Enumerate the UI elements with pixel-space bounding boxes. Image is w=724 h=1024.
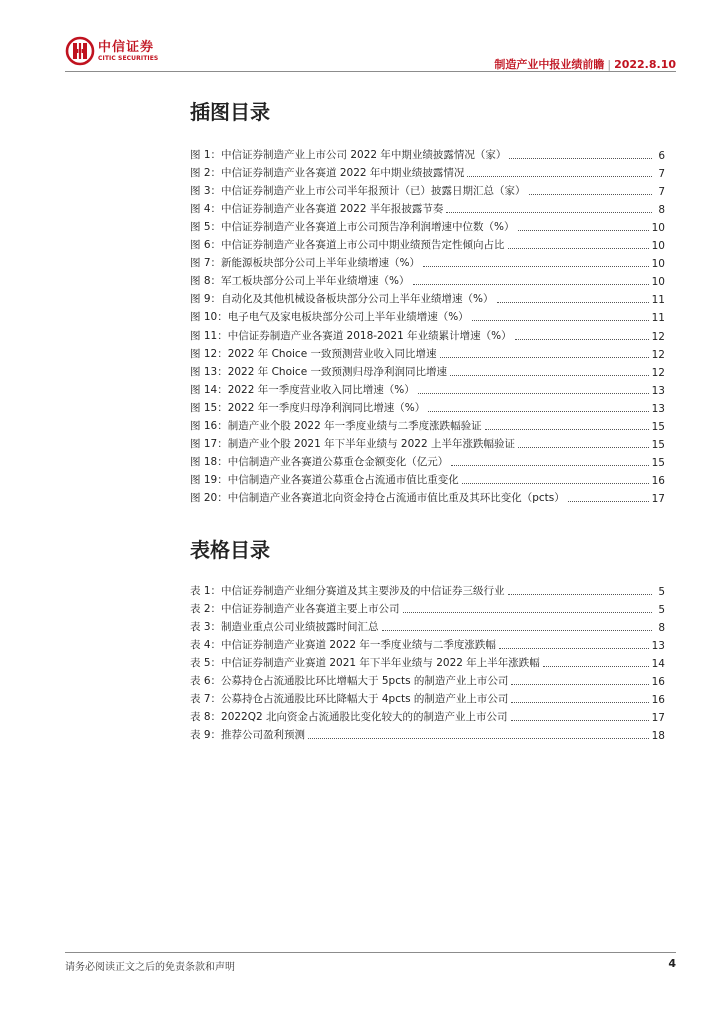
figure-toc-entry[interactable]	[190, 469, 665, 487]
figure-toc-entry[interactable]	[190, 144, 665, 162]
page-header	[65, 36, 676, 70]
toc-dot-leader	[467, 175, 652, 177]
figure-toc-entry[interactable]	[190, 343, 665, 361]
toc-entry-page: 18	[651, 730, 665, 743]
figure-toc-entry[interactable]	[190, 324, 665, 342]
toc-entry-page: 13	[651, 402, 665, 415]
toc-entry-label: 图 19：中信制造产业各赛道公募重仓占流通市值比重变化	[190, 473, 459, 486]
toc-entry-label: 图 14：2022 年一季度营业收入同比增速（%）	[190, 383, 415, 396]
figure-toc-entry[interactable]	[190, 397, 665, 415]
toc-dot-leader	[518, 446, 649, 448]
toc-entry-page: 6	[658, 150, 665, 163]
toc-entry-page: 16	[651, 474, 665, 487]
toc-dot-leader	[499, 647, 649, 649]
tables-toc-list	[190, 580, 665, 742]
toc-entry-page: 13	[651, 384, 665, 397]
toc-dot-leader	[508, 593, 652, 595]
logo-english-name: CITIC SECURITIES	[98, 54, 159, 62]
citic-logo-icon	[65, 36, 95, 66]
toc-dot-leader	[497, 301, 649, 303]
figure-toc-entry[interactable]	[190, 306, 665, 324]
figure-toc-entry[interactable]	[190, 162, 665, 180]
toc-dot-leader	[485, 428, 649, 430]
toc-dot-leader	[428, 410, 648, 412]
toc-entry-label: 图 11：中信证券制造产业各赛道 2018-2021 年业绩累计增速（%）	[190, 329, 512, 342]
toc-dot-leader	[423, 265, 649, 267]
toc-entry-page: 15	[651, 438, 665, 451]
figure-toc-entry[interactable]	[190, 252, 665, 270]
toc-dot-leader	[509, 157, 652, 159]
toc-entry-page: 10	[651, 258, 665, 271]
toc-entry-label: 表 5：中信证券制造产业赛道 2021 年下半年业绩与 2022 年上半年涨跌幅	[190, 657, 540, 670]
toc-entry-page: 7	[658, 168, 665, 181]
toc-entry-label: 表 7：公募持仓占流通股比环比降幅大于 4pcts 的制造产业上市公司	[190, 693, 509, 706]
figure-toc-entry[interactable]	[190, 198, 665, 216]
toc-dot-leader	[518, 229, 649, 231]
toc-entry-label: 图 5：中信证券制造产业各赛道上市公司预告净利润增速中位数（%）	[190, 221, 515, 234]
toc-dot-leader	[451, 464, 648, 466]
figure-toc-entry[interactable]	[190, 487, 665, 505]
figure-toc-entry[interactable]	[190, 415, 665, 433]
figure-toc-entry[interactable]	[190, 180, 665, 198]
report-date: 2022.8.10	[614, 58, 676, 71]
table-toc-entry[interactable]	[190, 652, 665, 670]
figure-toc-entry[interactable]	[190, 234, 665, 252]
table-toc-entry[interactable]	[190, 724, 665, 742]
toc-dot-leader	[515, 338, 649, 340]
toc-entry-label: 表 6：公募持仓占流通股比环比增幅大于 5pcts 的制造产业上市公司	[190, 675, 509, 688]
table-toc-entry[interactable]	[190, 598, 665, 616]
toc-dot-leader	[413, 283, 649, 285]
toc-entry-label: 图 8：军工板块部分公司上半年业绩增速（%）	[190, 275, 410, 288]
toc-entry-page: 15	[651, 420, 665, 433]
toc-entry-label: 表 8：2022Q2 北向资金占流通股比变化较大的的制造产业上市公司	[190, 711, 508, 724]
toc-entry-page: 14	[651, 658, 665, 671]
figure-toc-entry[interactable]	[190, 379, 665, 397]
toc-dot-leader	[511, 683, 648, 685]
table-toc-entry[interactable]	[190, 688, 665, 706]
toc-entry-page: 5	[658, 586, 665, 599]
toc-entry-page: 10	[651, 222, 665, 235]
toc-dot-leader	[508, 247, 649, 249]
figure-toc-entry[interactable]	[190, 288, 665, 306]
toc-entry-label: 表 1：中信证券制造产业细分赛道及其主要涉及的中信证券三级行业	[190, 585, 505, 598]
toc-entry-label: 图 1：中信证券制造产业上市公司 2022 年中期业绩披露情况（家）	[190, 149, 507, 162]
toc-entry-label: 图 12：2022 年 Choice 一致预测营业收入同比增速	[190, 347, 437, 360]
toc-entry-page: 11	[651, 294, 665, 307]
toc-entry-page: 7	[658, 186, 665, 199]
toc-dot-leader	[446, 211, 652, 213]
toc-dot-leader	[403, 611, 652, 613]
toc-dot-leader	[511, 719, 649, 721]
toc-entry-label: 图 4：中信证券制造产业各赛道 2022 半年报披露节奏	[190, 203, 444, 216]
footer-disclaimer: 请务必阅读正文之后的免责条款和声明	[65, 962, 235, 973]
toc-entry-label: 图 20：中信制造产业各赛道北向资金持仓占流通市值比重及其环比变化（pcts）	[190, 491, 565, 504]
toc-entry-page: 13	[651, 640, 665, 653]
toc-entry-label: 图 18：中信制造产业各赛道公募重仓金额变化（亿元）	[190, 455, 449, 468]
toc-entry-label: 图 6：中信证券制造产业各赛道上市公司中期业绩预告定性倾向占比	[190, 239, 505, 252]
toc-dot-leader	[462, 482, 649, 484]
logo-chinese-name: 中信证券	[98, 39, 155, 55]
table-toc-entry[interactable]	[190, 634, 665, 652]
toc-dot-leader	[418, 392, 649, 394]
toc-entry-page: 16	[651, 694, 665, 707]
toc-entry-label: 图 2：中信证券制造产业各赛道 2022 年中期业绩披露情况	[190, 167, 465, 180]
figure-toc-entry[interactable]	[190, 216, 665, 234]
toc-entry-page: 11	[651, 312, 665, 325]
toc-entry-label: 图 3：中信证券制造产业上市公司半年报预计（已）披露日期汇总（家）	[190, 185, 526, 198]
toc-entry-label: 表 4：中信证券制造产业赛道 2022 年一季度业绩与二季度涨跌幅	[190, 639, 496, 652]
figure-toc-entry[interactable]	[190, 451, 665, 469]
toc-entry-page: 16	[651, 676, 665, 689]
toc-entry-page: 15	[651, 456, 665, 469]
toc-dot-leader	[308, 737, 649, 739]
toc-dot-leader	[472, 319, 649, 321]
citic-logo	[65, 36, 158, 66]
report-title: 制造产业中报业绩前瞻	[494, 58, 605, 71]
toc-entry-label: 表 3：制造业重点公司业绩披露时间汇总	[190, 621, 379, 634]
table-toc-entry[interactable]	[190, 706, 665, 724]
report-meta	[494, 56, 676, 72]
footer-divider	[65, 952, 676, 953]
figures-toc-list	[190, 144, 665, 505]
toc-entry-label: 表 2：中信证券制造产业各赛道主要上市公司	[190, 603, 400, 616]
toc-entry-page: 12	[651, 348, 665, 361]
table-toc-entry[interactable]	[190, 616, 665, 634]
toc-entry-page: 12	[651, 366, 665, 379]
toc-entry-page: 17	[651, 492, 665, 505]
toc-dot-leader	[511, 701, 648, 703]
figure-toc-entry[interactable]	[190, 433, 665, 451]
toc-entry-page: 17	[651, 712, 665, 725]
toc-entry-label: 图 16：制造产业个股 2022 年一季度业绩与二季度涨跌幅验证	[190, 419, 482, 432]
header-divider	[65, 71, 676, 72]
figure-toc-entry[interactable]	[190, 270, 665, 288]
toc-entry-label: 图 9：自动化及其他机械设备板块部分公司上半年业绩增速（%）	[190, 293, 494, 306]
page-number: 4	[668, 957, 676, 970]
table-toc-entry[interactable]	[190, 670, 665, 688]
toc-entry-page: 8	[658, 204, 665, 217]
toc-entry-label: 图 13：2022 年 Choice 一致预测归母净利润同比增速	[190, 365, 447, 378]
toc-entry-page: 10	[651, 240, 665, 253]
header-separator: |	[607, 58, 612, 71]
toc-dot-leader	[382, 629, 652, 631]
toc-dot-leader	[450, 374, 649, 376]
toc-entry-label: 图 7：新能源板块部分公司上半年业绩增速（%）	[190, 257, 420, 270]
figures-toc-title: 插图目录	[190, 100, 270, 124]
toc-entry-label: 图 17：制造产业个股 2021 年下半年业绩与 2022 上半年涨跌幅验证	[190, 437, 515, 450]
toc-entry-page: 5	[658, 604, 665, 617]
tables-toc-title: 表格目录	[190, 538, 270, 562]
toc-dot-leader	[529, 193, 652, 195]
toc-entry-page: 10	[651, 276, 665, 289]
toc-entry-label: 图 15：2022 年一季度归母净利润同比增速（%）	[190, 401, 426, 414]
toc-dot-leader	[440, 356, 649, 358]
toc-entry-page: 12	[651, 330, 665, 343]
toc-dot-leader	[568, 500, 649, 502]
figure-toc-entry[interactable]	[190, 361, 665, 379]
toc-entry-label: 图 10：电子电气及家电板块部分公司上半年业绩增速（%）	[190, 311, 469, 324]
toc-dot-leader	[543, 665, 649, 667]
toc-entry-label: 表 9：推荐公司盈利预测	[190, 729, 306, 742]
table-toc-entry[interactable]	[190, 580, 665, 598]
toc-entry-page: 8	[658, 622, 665, 635]
